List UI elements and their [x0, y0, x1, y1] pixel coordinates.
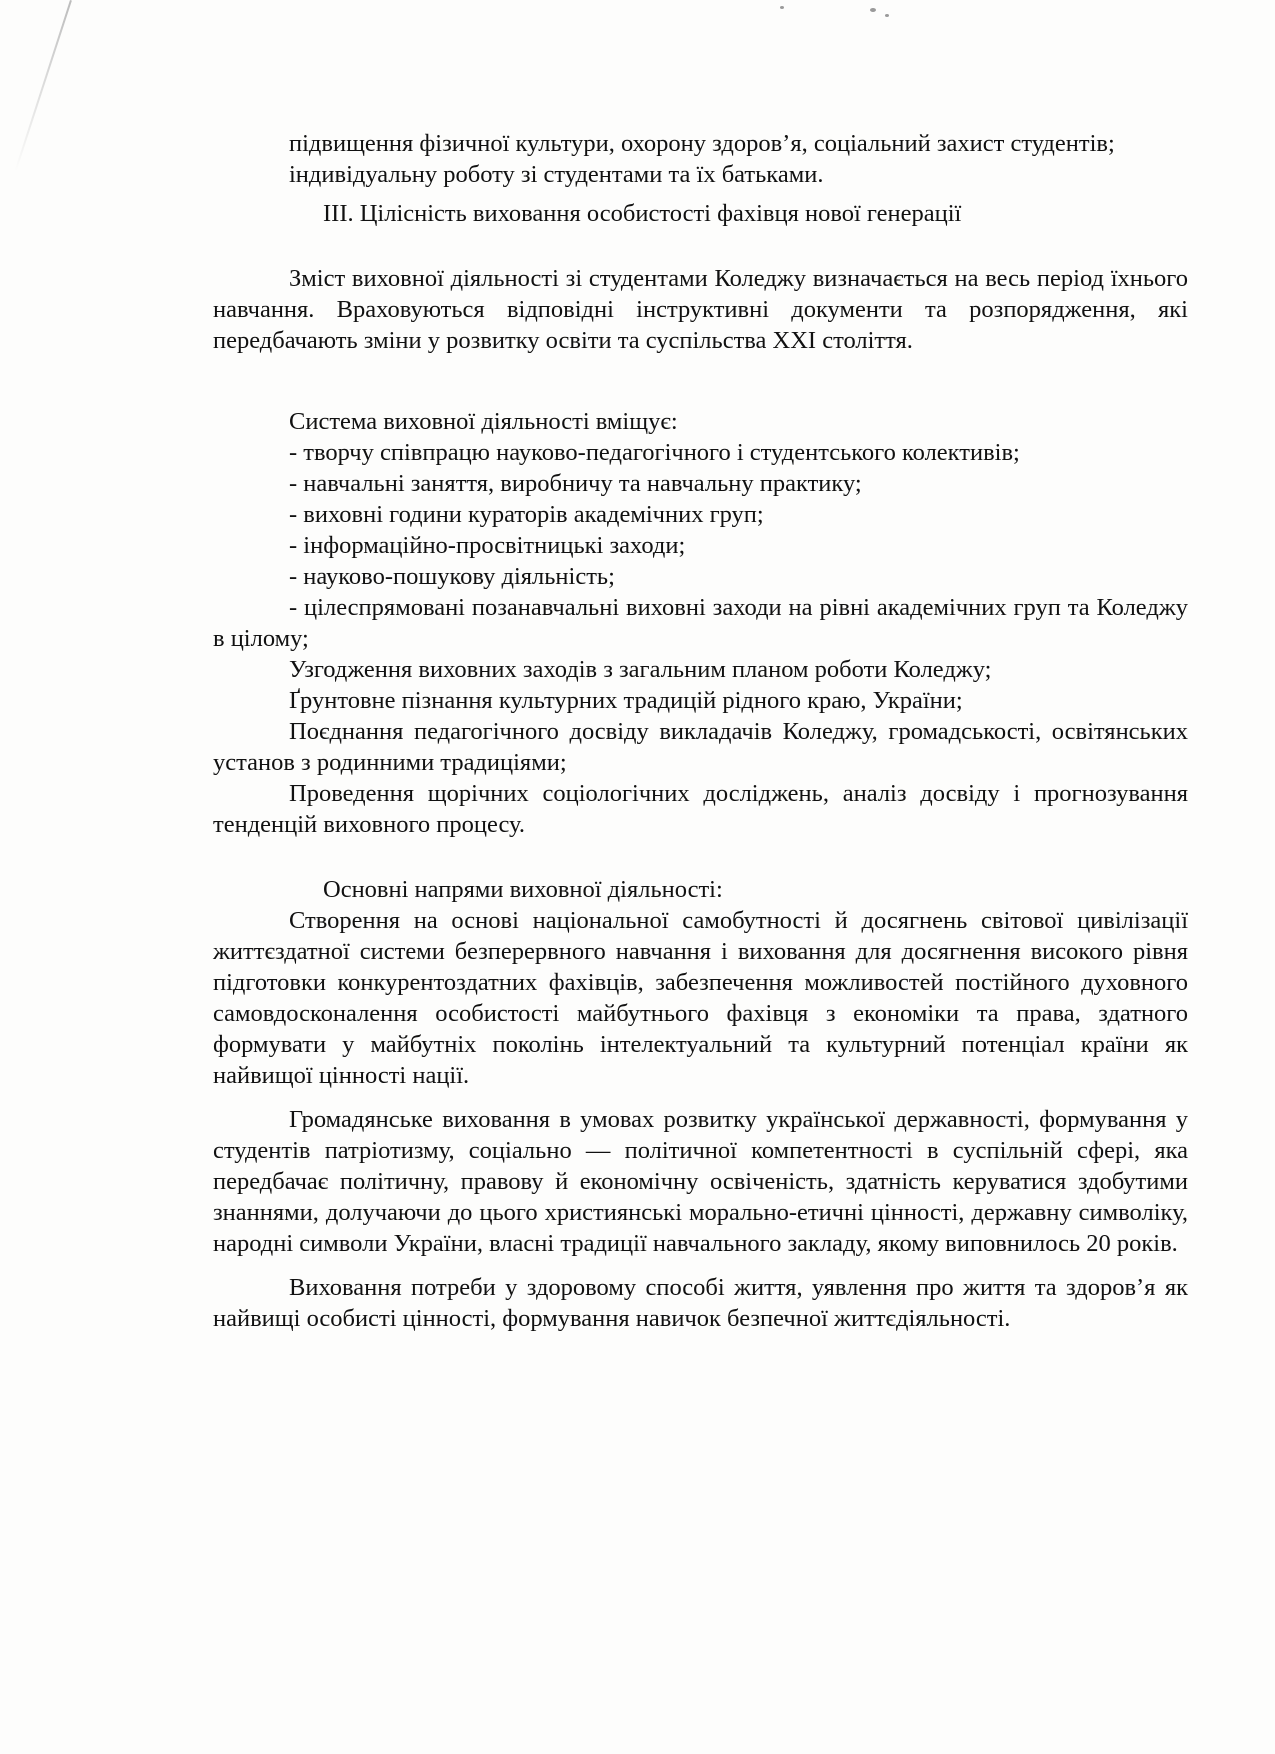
list-item: Поєднання педагогічного досвіду викладачів Коледжу, громадськості, освітянських установ з родинними традиціями;: [213, 718, 1188, 776]
scan-edge-mark: [14, 0, 72, 172]
list-item: - інформаційно-просвітницькі заходи;: [289, 532, 686, 559]
list-item: Узгодження виховних заходів з загальним планом роботи Коледжу;: [289, 656, 992, 683]
document-body: [213, 128, 1188, 1334]
paragraph: Виховання потреби у здоровому способі життя, уявлення про життя та здоров’я як найвищі особисті цінності, формування навичок безпечної життєдіяльності.: [213, 1274, 1188, 1332]
scan-speck: [885, 14, 889, 17]
paragraph: Створення на основі національної самобутності й досягнень світової цивілізації життєздатної системи безперервного навчання і виховання для досягнення високого рівня підготовки конкурентоздатних фахівців, забезпечення можливостей постійного духовного самовдосконалення особистості майбутнього фахівця з економіки та права, здатного формувати у майбутніх поколінь інтелектуальний та культурний потенціал країни як найвищої цінності нації.: [213, 907, 1188, 1089]
paragraph: підвищення фізичної культури, охорону здоров’я, соціальний захист студентів;: [289, 130, 1115, 157]
paragraph: Громадянське виховання в умовах розвитку української державності, формування у студентів патріотизму, соціально — політичної компетентності в суспільній сфері, яка передбачає політичну, правову й економічну освіченість, здатність керуватися здобутими знаннями, долучаючи до цього християнські морально-етичні цінності, державну символіку, народні символи України, власні традиції навчального закладу, якому виповнилось 20 років.: [213, 1106, 1188, 1257]
list-item: - виховні години кураторів академічних груп;: [289, 501, 764, 528]
list-item: - навчальні заняття, виробничу та навчальну практику;: [289, 470, 862, 497]
scan-speck: [870, 8, 876, 12]
paragraph: індивідуальну роботу зі студентами та їх батьками.: [289, 161, 824, 188]
scan-speck: [780, 6, 784, 9]
list-item: - цілеспрямовані позанавчальні виховні заходи на рівні академічних груп та Коледжу в цілому;: [213, 594, 1188, 652]
paragraph: Зміст виховної діяльності зі студентами Коледжу визначається на весь період їхнього навчання. Враховуються відповідні інструктивні документи та розпорядження, які передбачають зміни у розвитку освіти та суспільства ХХІ століття.: [213, 265, 1188, 354]
list-item: Проведення щорічних соціологічних досліджень, аналіз досвіду і прогнозування тенденцій виховного процесу.: [213, 780, 1188, 838]
list-item: - науково-пошукову діяльність;: [289, 563, 615, 590]
list-item: Ґрунтовне пізнання культурних традицій рідного краю, України;: [289, 687, 963, 714]
section-heading: Основні напрями виховної діяльності:: [323, 876, 723, 903]
list-item: - творчу співпрацю науково-педагогічного і студентського колективів;: [289, 439, 1020, 466]
section-heading: ІІІ. Цілісність виховання особистості фахівця нової генерації: [323, 200, 962, 227]
paragraph: Система виховної діяльності вміщує:: [289, 408, 678, 435]
